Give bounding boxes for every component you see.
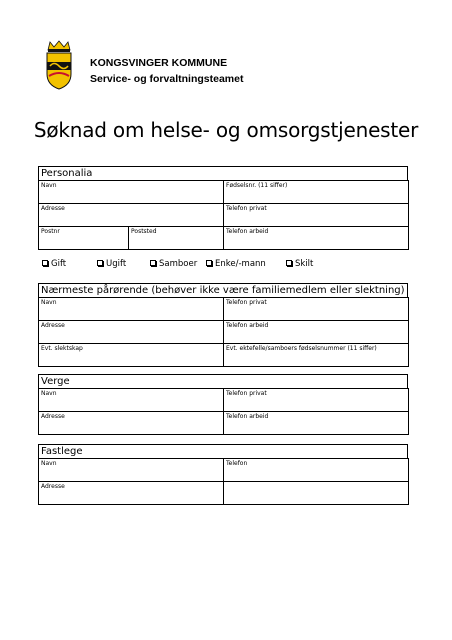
field-telefon-privat[interactable] [224,204,409,227]
field-telefon-arbeid[interactable] [224,321,409,344]
fastlege-grid [38,458,409,505]
field-navn[interactable] [39,459,224,482]
section-heading: Personalia [38,166,408,180]
field-label: Fødselsnr. (11 siffer) [226,182,288,189]
field-telefon-privat[interactable] [224,298,409,321]
field-label: Poststed [131,228,157,235]
field-label: Telefon privat [226,390,267,397]
option-skilt[interactable] [286,258,313,270]
section-heading: Nærmeste pårørende (behøver ikke være familiemedlem eller slektning) [38,283,408,297]
field-label: Telefon arbeid [226,413,269,420]
checkbox[interactable] [150,260,156,266]
org-department: Service- og forvaltningsteamet [90,73,244,85]
field-ektefelle-fodselsnr[interactable] [224,344,409,367]
field-label: Adresse [41,413,65,420]
option-gift[interactable] [42,258,66,270]
field-navn[interactable] [39,181,224,204]
field-adresse[interactable] [39,321,224,344]
field-postnr[interactable] [39,227,129,250]
letterhead [44,40,424,96]
marital-status-options [40,258,420,270]
field-empty[interactable] [224,482,409,505]
option-label: Skilt [295,259,314,269]
section-verge [38,374,408,435]
field-label: Evt. slektskap [41,345,83,352]
section-parorende [38,283,408,367]
field-label: Navn [41,182,57,189]
section-heading: Verge [38,374,408,388]
section-fastlege [38,444,408,505]
document-title: Søknad om helse- og omsorgstjenester [33,118,419,142]
personalia-grid [38,180,409,250]
field-telefon[interactable] [224,459,409,482]
checkbox[interactable] [286,260,292,266]
parorende-grid [38,297,409,367]
field-label: Telefon arbeid [226,322,269,329]
field-adresse[interactable] [39,482,224,505]
field-poststed[interactable] [129,227,224,250]
option-label: Samboer [159,259,198,269]
option-label: Ugift [106,259,127,269]
field-label: Telefon privat [226,299,267,306]
field-label: Telefon arbeid [226,228,269,235]
municipality-crest-icon [44,40,74,90]
field-label: Postnr [41,228,60,235]
field-label: Adresse [41,483,65,490]
section-personalia [38,166,408,250]
field-telefon-arbeid[interactable] [224,227,409,250]
checkbox[interactable] [42,260,48,266]
org-name: KONGSVINGER KOMMUNE [90,57,228,69]
verge-grid [38,388,409,435]
field-label: Adresse [41,205,65,212]
field-adresse[interactable] [39,204,224,227]
option-label: Gift [51,259,67,269]
field-label: Evt. ektefelle/samboers fødselsnummer (11 siffer) [226,345,377,352]
option-ugift[interactable] [97,258,126,270]
field-label: Navn [41,460,57,467]
field-navn[interactable] [39,389,224,412]
field-label: Telefon [226,460,248,467]
field-navn[interactable] [39,298,224,321]
field-label: Navn [41,299,57,306]
field-telefon-privat[interactable] [224,389,409,412]
field-label: Adresse [41,322,65,329]
option-samboer[interactable] [150,258,197,270]
option-enke-mann[interactable] [206,258,266,270]
section-heading: Fastlege [38,444,408,458]
field-label: Telefon privat [226,205,267,212]
field-label: Navn [41,390,57,397]
checkbox[interactable] [206,260,212,266]
field-telefon-arbeid[interactable] [224,412,409,435]
checkbox[interactable] [97,260,103,266]
field-adresse[interactable] [39,412,224,435]
field-fodselsnr[interactable] [224,181,409,204]
option-label: Enke/-mann [215,259,266,269]
field-slektskap[interactable] [39,344,224,367]
